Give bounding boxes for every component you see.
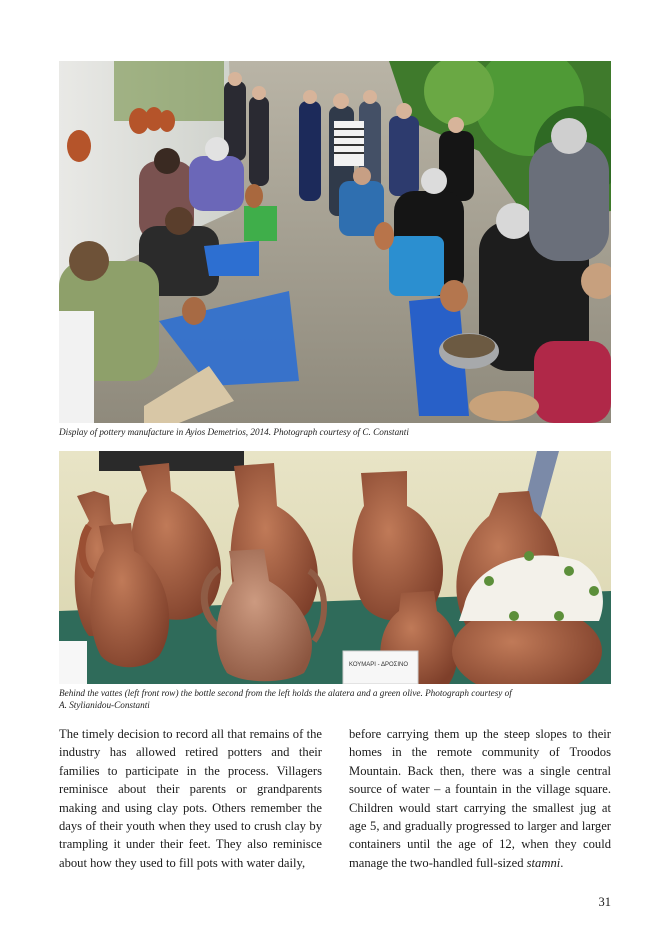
body-text-end: .: [560, 855, 564, 870]
body-text: before carrying them up the steep slopes to their homes in the remote community of Troodos Mountain. Back then, there was a single central source of water – a fountain in the village square. Children would start carrying the smallest jug at age 5, and gradually progressed to larger and larger containers until the age of 12, when they could manage the two-handled full-sized: [349, 727, 611, 870]
figure-caption: Display of pottery manufacture in Ayios Demetrios, 2014. Photograph courtesy of C. Constanti: [59, 427, 409, 437]
caption-line: A. Stylianidou-Constanti: [59, 699, 150, 710]
body-column-right: [349, 725, 611, 872]
figure-caption: [59, 688, 619, 711]
term-stamni: stamni: [526, 855, 561, 870]
caption-line: Behind the vattes (left front row) the bottle second from the left holds the alatera and a green olive. Photograph courtesy of: [59, 688, 512, 698]
body-column-left: The timely decision to record all that remains of the industry has allowed retired potters and their families to participate in the process. Villagers reminisce about their parents or grandparents making and using clay pots. Others remember the days of their youth when they used to crush clay by trampling it under their feet. They also reminisce about how they used to fill pots with water daily,: [59, 727, 322, 870]
page-number: 31: [598, 895, 611, 909]
label-card-text: ΚΟΥΜΑΡΙ - ΔΡΟΣΙΝΟ: [349, 662, 409, 668]
pottery-demonstration-photo: [59, 61, 611, 423]
clay-vessels-photo: [59, 451, 611, 684]
